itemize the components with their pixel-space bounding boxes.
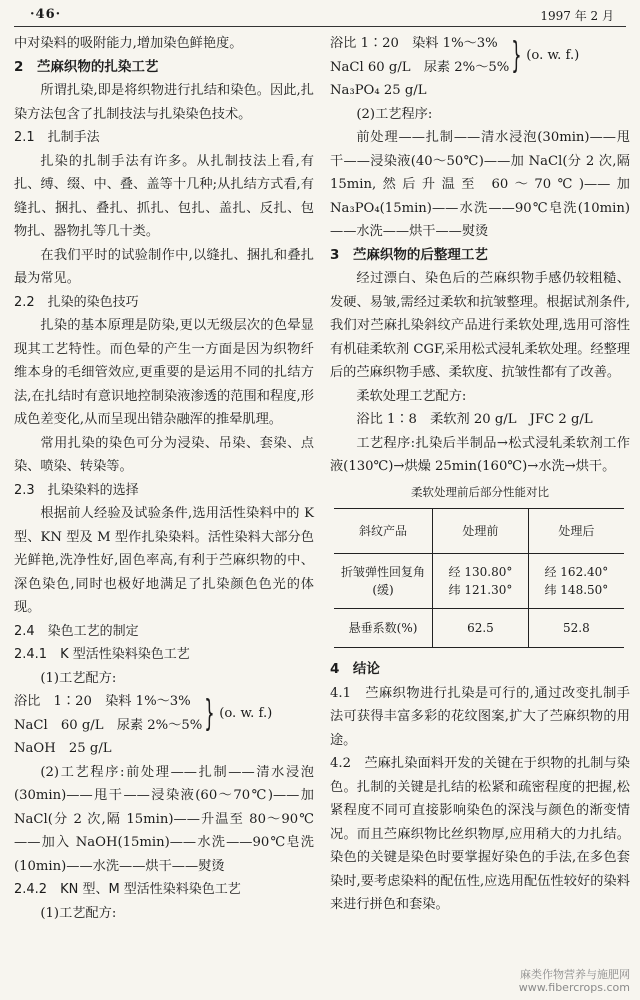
dye-recipe-k: [14, 690, 314, 737]
brace: }: [511, 34, 522, 76]
right-column: [330, 32, 630, 917]
paragraph: 中对染料的吸附能力,增加染色鲜艳度。: [14, 36, 243, 51]
comparison-table: [334, 508, 624, 648]
recipe-line: 浴比 1∶20 染料 1%～3%: [330, 36, 498, 51]
section-heading: 4 结论: [330, 661, 380, 677]
table-header-row: [334, 509, 624, 554]
table-header: 处理前: [433, 509, 529, 554]
paragraph: 常用扎染的染色可分为浸染、吊染、套染、点染、喷染、转染等。: [14, 435, 314, 474]
cell-line: 经 130.80°: [448, 565, 513, 579]
cell-line: 纬 148.50°: [544, 583, 609, 597]
section-heading: 3 苎麻织物的后整理工艺: [330, 246, 488, 263]
issue-date: 1997 年 2 月: [540, 9, 614, 23]
paragraph: 浴比 1∶8 柔软剂 20 g/L JFC 2 g/L: [356, 412, 593, 427]
table-header: 斜纹产品: [334, 509, 433, 554]
subsection-heading: 2.4 染色工艺的制定: [14, 623, 139, 639]
watermark-line: www.fibercrops.com: [518, 981, 630, 994]
paragraph: 工艺程序:扎染后半制品→松式浸轧柔软剂工作液(130℃)→烘燥 25min(160℃)→水洗→烘干。: [330, 435, 630, 474]
table-cell: 52.8: [528, 609, 624, 648]
process-steps: (2)工艺程序:前处理——扎制——清水浸泡(30min)——甩干——浸染液(60～70℃)——加 NaCl(分 2 次,隔 15min)——升温至 80～90℃——加入 NaOH(15min)——水洗——90℃皂洗(10min)——水洗——烘干——熨烫: [14, 764, 314, 874]
paragraph: 经过漂白、染色后的苎麻织物手感仍较粗糙、发硬、易皱,需经过柔软和抗皱整理。根据试剂条件,我们对苎麻扎染斜纹产品进行柔软处理,选用可溶性有机硅柔软剂 CGF,采用松式浸轧柔软处理。经整理后的苎麻织物手感、柔软度、抗皱性都有了改善。: [330, 271, 630, 380]
owf-note: (o. w. f.): [526, 47, 580, 63]
brace: }: [204, 692, 215, 734]
subsection-heading: 2.4.2 KN 型、M 型活性染料染色工艺: [14, 882, 241, 897]
paragraph: 4.1 苎麻织物进行扎染是可行的,通过改变扎制手法可获得丰富多彩的花纹图案,扩大了苎麻织物的用途。: [330, 685, 630, 748]
left-column: [14, 32, 314, 925]
paragraph: 扎染的基本原理是防染,更以无级层次的色晕显现其工艺特性。而色晕的产生一方面是因为织物纤维本身的毛细管效应,更重要的是运用不同的扎结方法,在扎结时有意识地控制染液渗透的范围和程度,形成色差变化,从而呈现出错杂融浑的推晕肌理。: [14, 318, 314, 427]
recipe-line: NaOH 25 g/L: [14, 741, 112, 756]
table-row: [334, 609, 624, 648]
table-caption: 柔软处理前后部分性能对比: [411, 484, 549, 499]
recipe-line: NaCl 60 g/L 尿素 2%～5%: [330, 59, 510, 75]
paragraph: 根据前人经验及试验条件,选用活性染料中的 K 型、KN 型及 M 型作扎染染料。活性染料大部分色光鲜艳,洗净性好,固色率高,有利于苎麻织物的中、深色染色,同时也极好地满足了扎染颜色色光的体现。: [14, 506, 314, 615]
paragraph: 扎染的扎制手法有许多。从扎制技法上看,有扎、缚、缀、中、叠、盖等十几种;从扎结方式看,有缝扎、捆扎、叠扎、抓扎、包扎、盖扎、反扎、包物扎、器物扎等几十类。: [14, 153, 314, 239]
section-heading: 2 苎麻织物的扎染工艺: [14, 58, 159, 75]
table-header: 处理后: [528, 509, 624, 554]
dye-recipe-kn-m: [330, 32, 630, 79]
paragraph: 在我们平时的试验制作中,以缝扎、捆扎和叠扎最为常见。: [14, 247, 314, 286]
paragraph: 所谓扎染,即是将织物进行扎结和染色。因此,扎染方法包含了扎制技法与扎染染色技术。: [14, 83, 314, 122]
recipe-line: NaCl 60 g/L 尿素 2%～5%: [14, 717, 203, 733]
table-row: [334, 554, 624, 609]
subsection-heading: 2.4.1 K 型活性染料染色工艺: [14, 647, 190, 662]
paragraph: 柔软处理工艺配方:: [356, 388, 467, 404]
page-number: ·46·: [30, 7, 62, 22]
owf-note: (o. w. f.): [219, 705, 273, 721]
watermark-line: 麻类作物营养与施肥网: [520, 968, 630, 981]
recipe-line: Na₃PO₄ 25 g/L: [330, 83, 427, 98]
paragraph: 4.2 苎麻扎染面料开发的关键在于织物的扎制与染色。扎制的关键是扎结的松紧和疏密程度的把握,松紧程度不同可直接影响染色的深浅与颜色的渐变情况。而且苎麻织物比丝织物厚,应用稍大的力扎结。染色的关键是染色时要掌握好染色的手法,在多色套染时,要考虑染料的配伍性,应选用配伍性较好的染料来进行拼色和套染。: [330, 756, 630, 912]
subsection-heading: 2.3 扎染染料的选择: [14, 482, 139, 498]
table-cell: [528, 554, 624, 609]
page-header: [0, 0, 640, 28]
process-steps: 前处理——扎制——清水浸泡(30min)——甩干——浸染液(40～50℃)——加 NaCl(分 2 次,隔 15min,然后升温至 60～70℃)——加 Na₃PO₄(15min)——水洗——90℃皂洗(10min)——水洗——烘干——熨烫: [330, 130, 630, 239]
cell-line: 纬 121.30°: [448, 583, 513, 597]
cell-line: 经 162.40°: [544, 565, 609, 579]
table-cell: [433, 554, 529, 609]
table-cell: 折皱弹性回复角(缓): [334, 554, 433, 609]
process-title: (2)工艺程序:: [356, 106, 433, 122]
watermark: [519, 968, 630, 994]
subsection-heading: 2.2 扎染的染色技巧: [14, 294, 139, 310]
recipe-line: 浴比 1∶20 染料 1%～3%: [14, 694, 191, 709]
header-rule: [14, 26, 626, 27]
table-cell: 62.5: [433, 609, 529, 648]
recipe-title: (1)工艺配方:: [40, 670, 117, 686]
recipe-title: (1)工艺配方:: [40, 905, 117, 921]
table-cell: 悬垂系数(%): [334, 609, 433, 648]
subsection-heading: 2.1 扎制手法: [14, 130, 100, 145]
